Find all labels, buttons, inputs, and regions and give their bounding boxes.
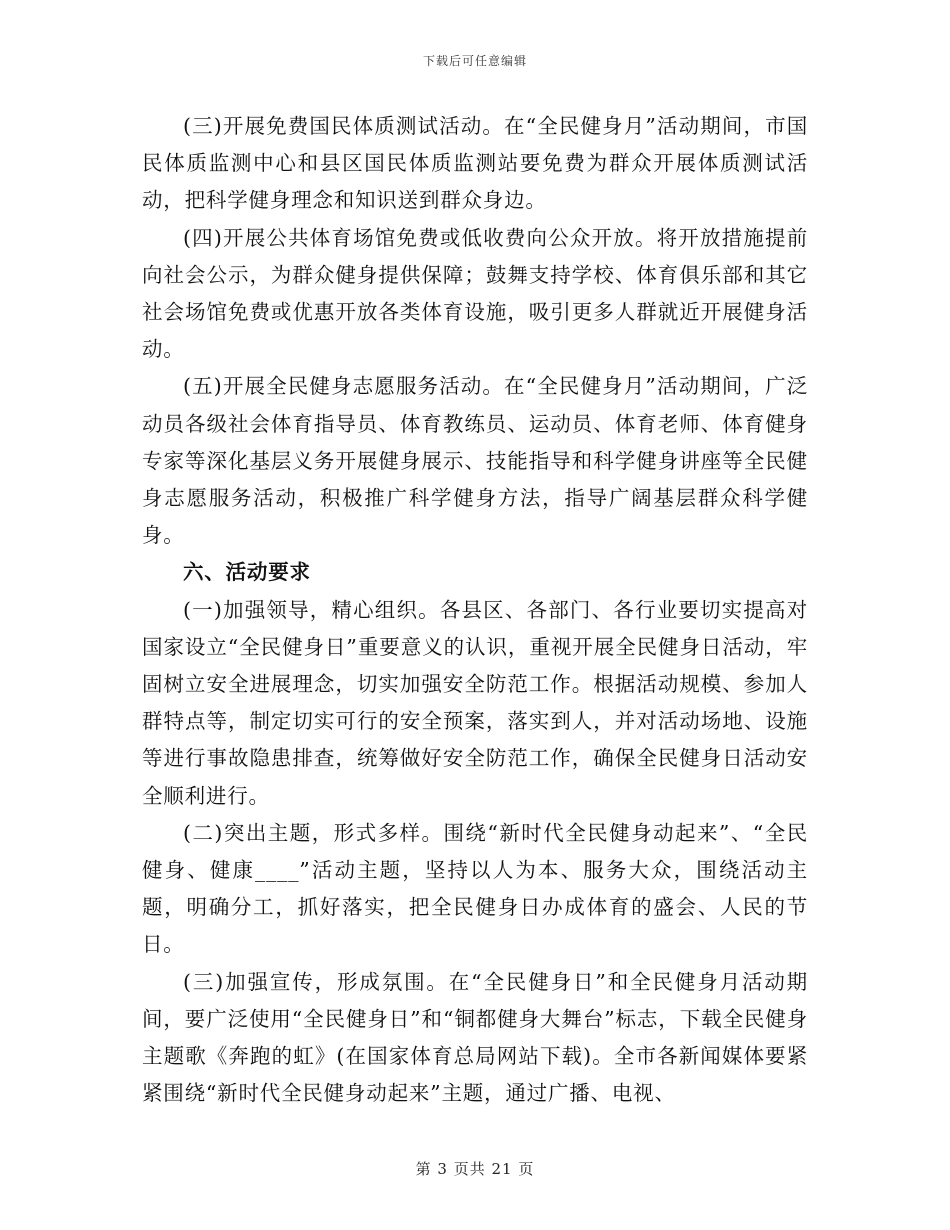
paragraph-theme: (二)突出主题，形式多样。围绕“新时代全民健身动起来”、“全民健身、健康____”活动主题，坚持以人为本、服务大众，围绕活动主题，明确分工，抓好落实，把全民健身日办成体育的盛会、人民的节日。: [142, 820, 808, 957]
paragraph-free-fitness-testing: (三)开展免费国民体质测试活动。在“全民健身月”活动期间，市国民体质监测中心和县区国民体质监测站要免费为群众开展体质测试活动，把科学健身理念和知识送到群众身边。: [142, 114, 808, 213]
document-body: [142, 108, 808, 1112]
page-header: 下载后可任意编辑: [422, 54, 527, 68]
paragraph-publicity: (三)加强宣传，形成氛围。在“全民健身日”和全民健身月活动期间，要广泛使用“全民健身日”和“铜都健身大舞台”标志，下载全民健身主题歌《奔跑的虹》(在国家体育总局网站下载)。全市各新闻媒体要紧紧围绕“新时代全民健身动起来”主题，通过广播、电视、: [142, 969, 808, 1106]
paragraph-venue-opening: (四)开展公共体育场馆免费或低收费向公众开放。将开放措施提前向社会公示，为群众健身提供保障；鼓舞支持学校、体育俱乐部和其它社会场馆免费或优惠开放各类体育设施，吸引更多人群就近开展健身活动。: [142, 225, 808, 362]
section-heading-requirements: 六、活动要求: [183, 560, 311, 585]
paragraph-leadership: (一)加强领导，精心组织。各县区、各部门、各行业要切实提高对国家设立“全民健身日”重要意义的认识，重视开展全民健身日活动，牢固树立安全进展理念，切实加强安全防范工作。根据活动规模、参加人群特点等，制定切实可行的安全预案，落实到人，并对活动场地、设施等进行事故隐患排查，统筹做好安全防范工作，确保全民健身日活动安全顺利进行。: [142, 597, 808, 808]
paragraph-volunteer-service: (五)开展全民健身志愿服务活动。在“全民健身月”活动期间，广泛动员各级社会体育指导员、体育教练员、运动员、体育老师、体育健身专家等深化基层义务开展健身展示、技能指导和科学健身讲座等全民健身志愿服务活动，积极推广科学健身方法，指导广阔基层群众科学健身。: [142, 374, 808, 548]
page-number: 第 3 页共 21 页: [415, 1160, 535, 1178]
